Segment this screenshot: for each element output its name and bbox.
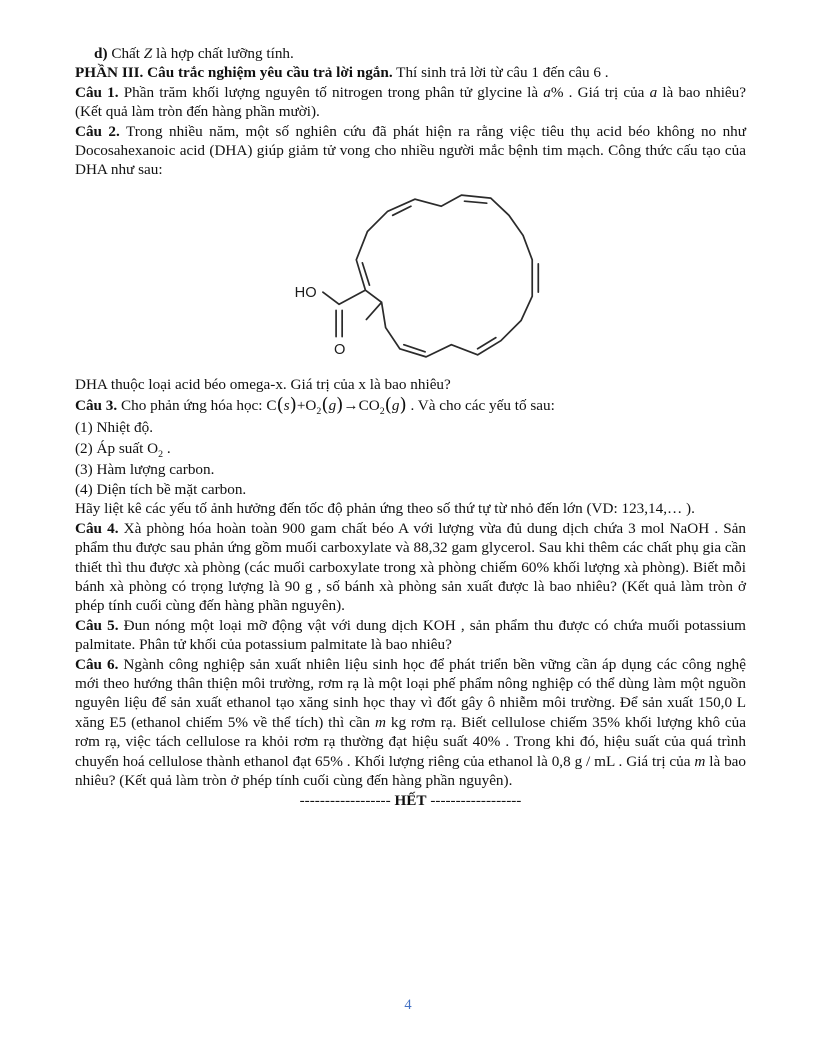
question-1: Câu 1. Phần trăm khối lượng nguyên tố nitrogen trong phân tử glycine là a% . Giá trị của a là bao nhiêu? (Kết quả làm tròn đến hàng phần mười). (75, 83, 747, 121)
question-3: Câu 3. Cho phản ứng hóa học: $C(s)+O_2(g)\to CO_2(g)$ . Và cho các yếu tố sau: (75, 395, 555, 418)
dha-molecule-drawing (291, 185, 549, 369)
end-marker: ------------------ HẾT ------------------ (299, 792, 522, 810)
carbonyl-oxygen-label: O (333, 341, 345, 358)
factor-3: (3) Hàm lượng carbon. (75, 461, 215, 479)
question-5: Câu 5. Đun nóng một loại mỡ động vật với dung dịch KOH , sản phẩm thu được có chứa muối potassium palmitate. Phân tử khối của potassium palmitate là bao nhiêu? (75, 616, 746, 654)
page-number: 4 (404, 997, 412, 1013)
question-3-instruction: Hãy liệt kê các yếu tố ảnh hưởng đến tốc độ phản ứng theo số thứ tự từ nhỏ đến lớn (VD: 123,14,… ). (75, 500, 695, 518)
statement-d: d) Chất Z là hợp chất lưỡng tính. (94, 45, 294, 62)
question-2-followup: DHA thuộc loại acid béo omega-x. Giá trị của x là bao nhiêu? (75, 375, 451, 393)
molecule-skeleton (322, 195, 531, 357)
dha-structure-figure (93, 185, 746, 369)
question-6: Câu 6. Ngành công nghiệp sản xuất nhiên liệu sinh học để phát triển bền vững cần áp dụng các công nghệ mới theo hướng thân thiện môi trường, rơm rạ là một loại phế phẩm nông nghiệp có thể dùng làm một nguồn nguyên liệu để sản xuất ethanol tạo xăng sinh học thay vì đốt gây ô nhiễm môi trường. Để sản xuất 150,0 L xăng E5 (ethanol chiếm 5% về thể tích) thì cần m kg rơm rạ. Biết cellulose chiếm 35% khối lượng khô của rơm rạ, việc tách cellulose ra khỏi rơm rạ thường đạt hiệu suất 40% . Trong khi đó, hiệu suất của quá trình chuyển hoá cellulose thành ethanol đạt 65% . Khối lượng riêng của ethanol là 0,8 g / mL . Giá trị của m là bao nhiêu? (Kết quả làm tròn ở phép tính cuối cùng đến hàng phần nguyên). (75, 655, 747, 789)
question-2: Câu 2. Trong nhiều năm, một số nghiên cứu đã phát hiện ra rằng việc tiêu thụ acid béo không no như Docosahexanoic acid (DHA) giúp giảm tử vong cho nhiều người mắc bệnh tim mạch. Công thức cấu tạo của DHA như sau: (75, 122, 746, 179)
question-4: Câu 4. Xà phòng hóa hoàn toàn 900 gam chất béo A với lượng vừa đủ dung dịch chứa 3 mol NaOH . Sản phẩm thu được sau phản ứng gồm muối carboxylate và 88,32 gam glycerol. Sau khi thêm các chất phụ gia cần thiết thì thu được xà phòng (các muối carboxylate trong xà phòng chiếm 60% khối lượng xà phòng). Biết mỗi bánh xà phòng có trọng lượng là 90 g , số bánh xà phòng sản xuất được là bao nhiêu? (Kết quả làm tròn ở phép tính cuối cùng đến hàng phần nguyên). (75, 519, 747, 615)
hydroxyl-label: HO (294, 285, 317, 302)
document-body (75, 44, 746, 811)
factor-1: (1) Nhiệt độ. (75, 418, 154, 436)
factor-4: (4) Diện tích bề mặt carbon. (75, 480, 247, 498)
part-3-header: PHẦN III. Câu trắc nghiệm yêu cầu trả lời ngắn. Thí sinh trả lời từ câu 1 đến câu 6 . (75, 64, 609, 82)
factor-2: (2) Áp suất $O_2$ . (75, 440, 171, 461)
